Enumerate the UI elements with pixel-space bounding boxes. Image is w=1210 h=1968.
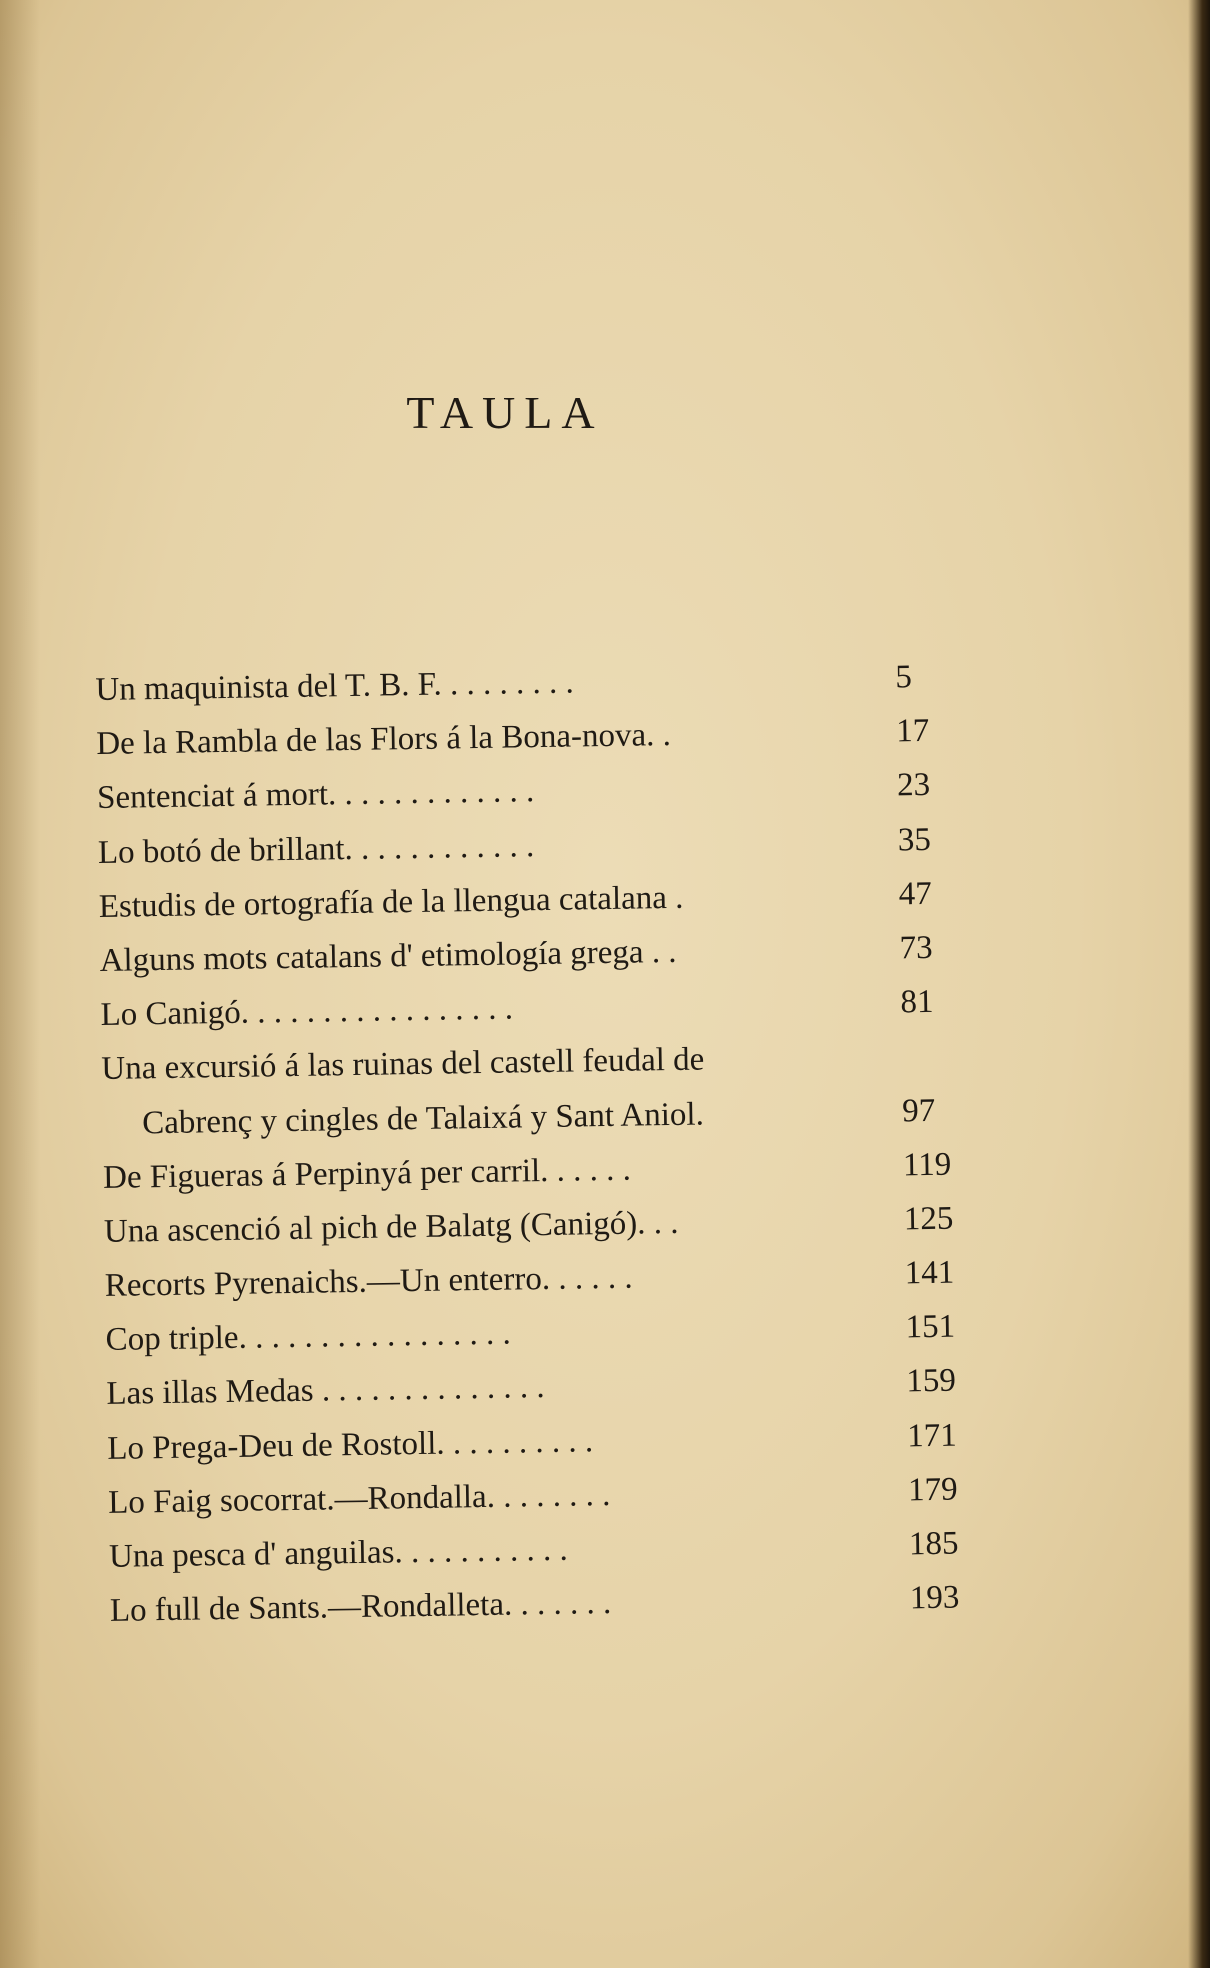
toc-entry-page: 171 [906, 1417, 958, 1454]
toc-entry-page: 185 [908, 1525, 959, 1563]
toc-entry-title: Alguns mots catalans d' etimología grega . . [99, 933, 677, 979]
toc-entry-page: 17 [895, 713, 930, 750]
toc-entry-page: 125 [903, 1200, 954, 1238]
toc-entry-title: Lo full de Sants.—Rondalleta. . . . . . . [109, 1585, 612, 1630]
toc-entry-title: Cabrenç y cingles de Talaixá y Sant Aniol. [141, 1095, 705, 1141]
toc-entry-title: Lo Canigó. . . . . . . . . . . . . . . . . [100, 990, 514, 1034]
toc-entry-page: 23 [896, 767, 931, 804]
toc-entry-page: 159 [906, 1363, 957, 1400]
toc-entry-page: 35 [897, 821, 932, 858]
page-edge-right [1188, 0, 1210, 1968]
toc-entry-title: Lo botó de brillant. . . . . . . . . . . . [97, 827, 535, 871]
toc-entry-page: 47 [898, 875, 933, 913]
toc-entry-title: Lo Faig socorrat.—Rondalla. . . . . . . . [107, 1476, 611, 1521]
toc-entry-page [901, 1037, 991, 1038]
toc-entry-title: Cop triple. . . . . . . . . . . . . . . . . [105, 1315, 512, 1359]
toc-entry-page: 119 [902, 1146, 952, 1184]
toc-entry-page: 5 [895, 659, 913, 696]
toc-entry-title: Estudis de ortografía de la llengua catalana . [98, 879, 684, 925]
toc-entry-title: Una pesca d' anguilas. . . . . . . . . . . [108, 1531, 568, 1575]
table-of-contents [95, 648, 990, 1637]
toc-entry-page: 193 [909, 1579, 960, 1617]
toc-entry-title: Lo Prega-Deu de Rostoll. . . . . . . . . . [107, 1422, 594, 1467]
toc-entry-title: De la Rambla de las Flors á la Bona-nova. . [96, 717, 672, 763]
page-shadow-left [0, 0, 40, 1968]
toc-entry-page: 73 [899, 929, 933, 967]
toc-entry-title: Una excursió á las ruinas del castell feudal de [101, 1041, 705, 1088]
toc-entry-title: Recorts Pyrenaichs.—Un enterro. . . . . . [104, 1259, 633, 1304]
toc-entry-title: Un maquinista del T. B. F. . . . . . . . . [95, 664, 574, 708]
toc-entry-page: 81 [900, 983, 934, 1021]
toc-entry-title: Una ascenció al pich de Balatg (Canigó). . . [103, 1204, 679, 1250]
toc-entry-page: 97 [901, 1092, 936, 1129]
toc-entry-page: 151 [905, 1308, 956, 1346]
toc-entry-page: 141 [904, 1254, 955, 1292]
toc-entry-title: Las illas Medas . . . . . . . . . . . . . . [106, 1369, 545, 1413]
page-title: TAULA [406, 387, 604, 438]
toc-entry-page: 179 [907, 1471, 958, 1509]
toc-entry-title: Sentenciat á mort. . . . . . . . . . . . . [96, 773, 535, 817]
toc-entry-title: De Figueras á Perpinyá per carril. . . . . . [102, 1151, 632, 1196]
